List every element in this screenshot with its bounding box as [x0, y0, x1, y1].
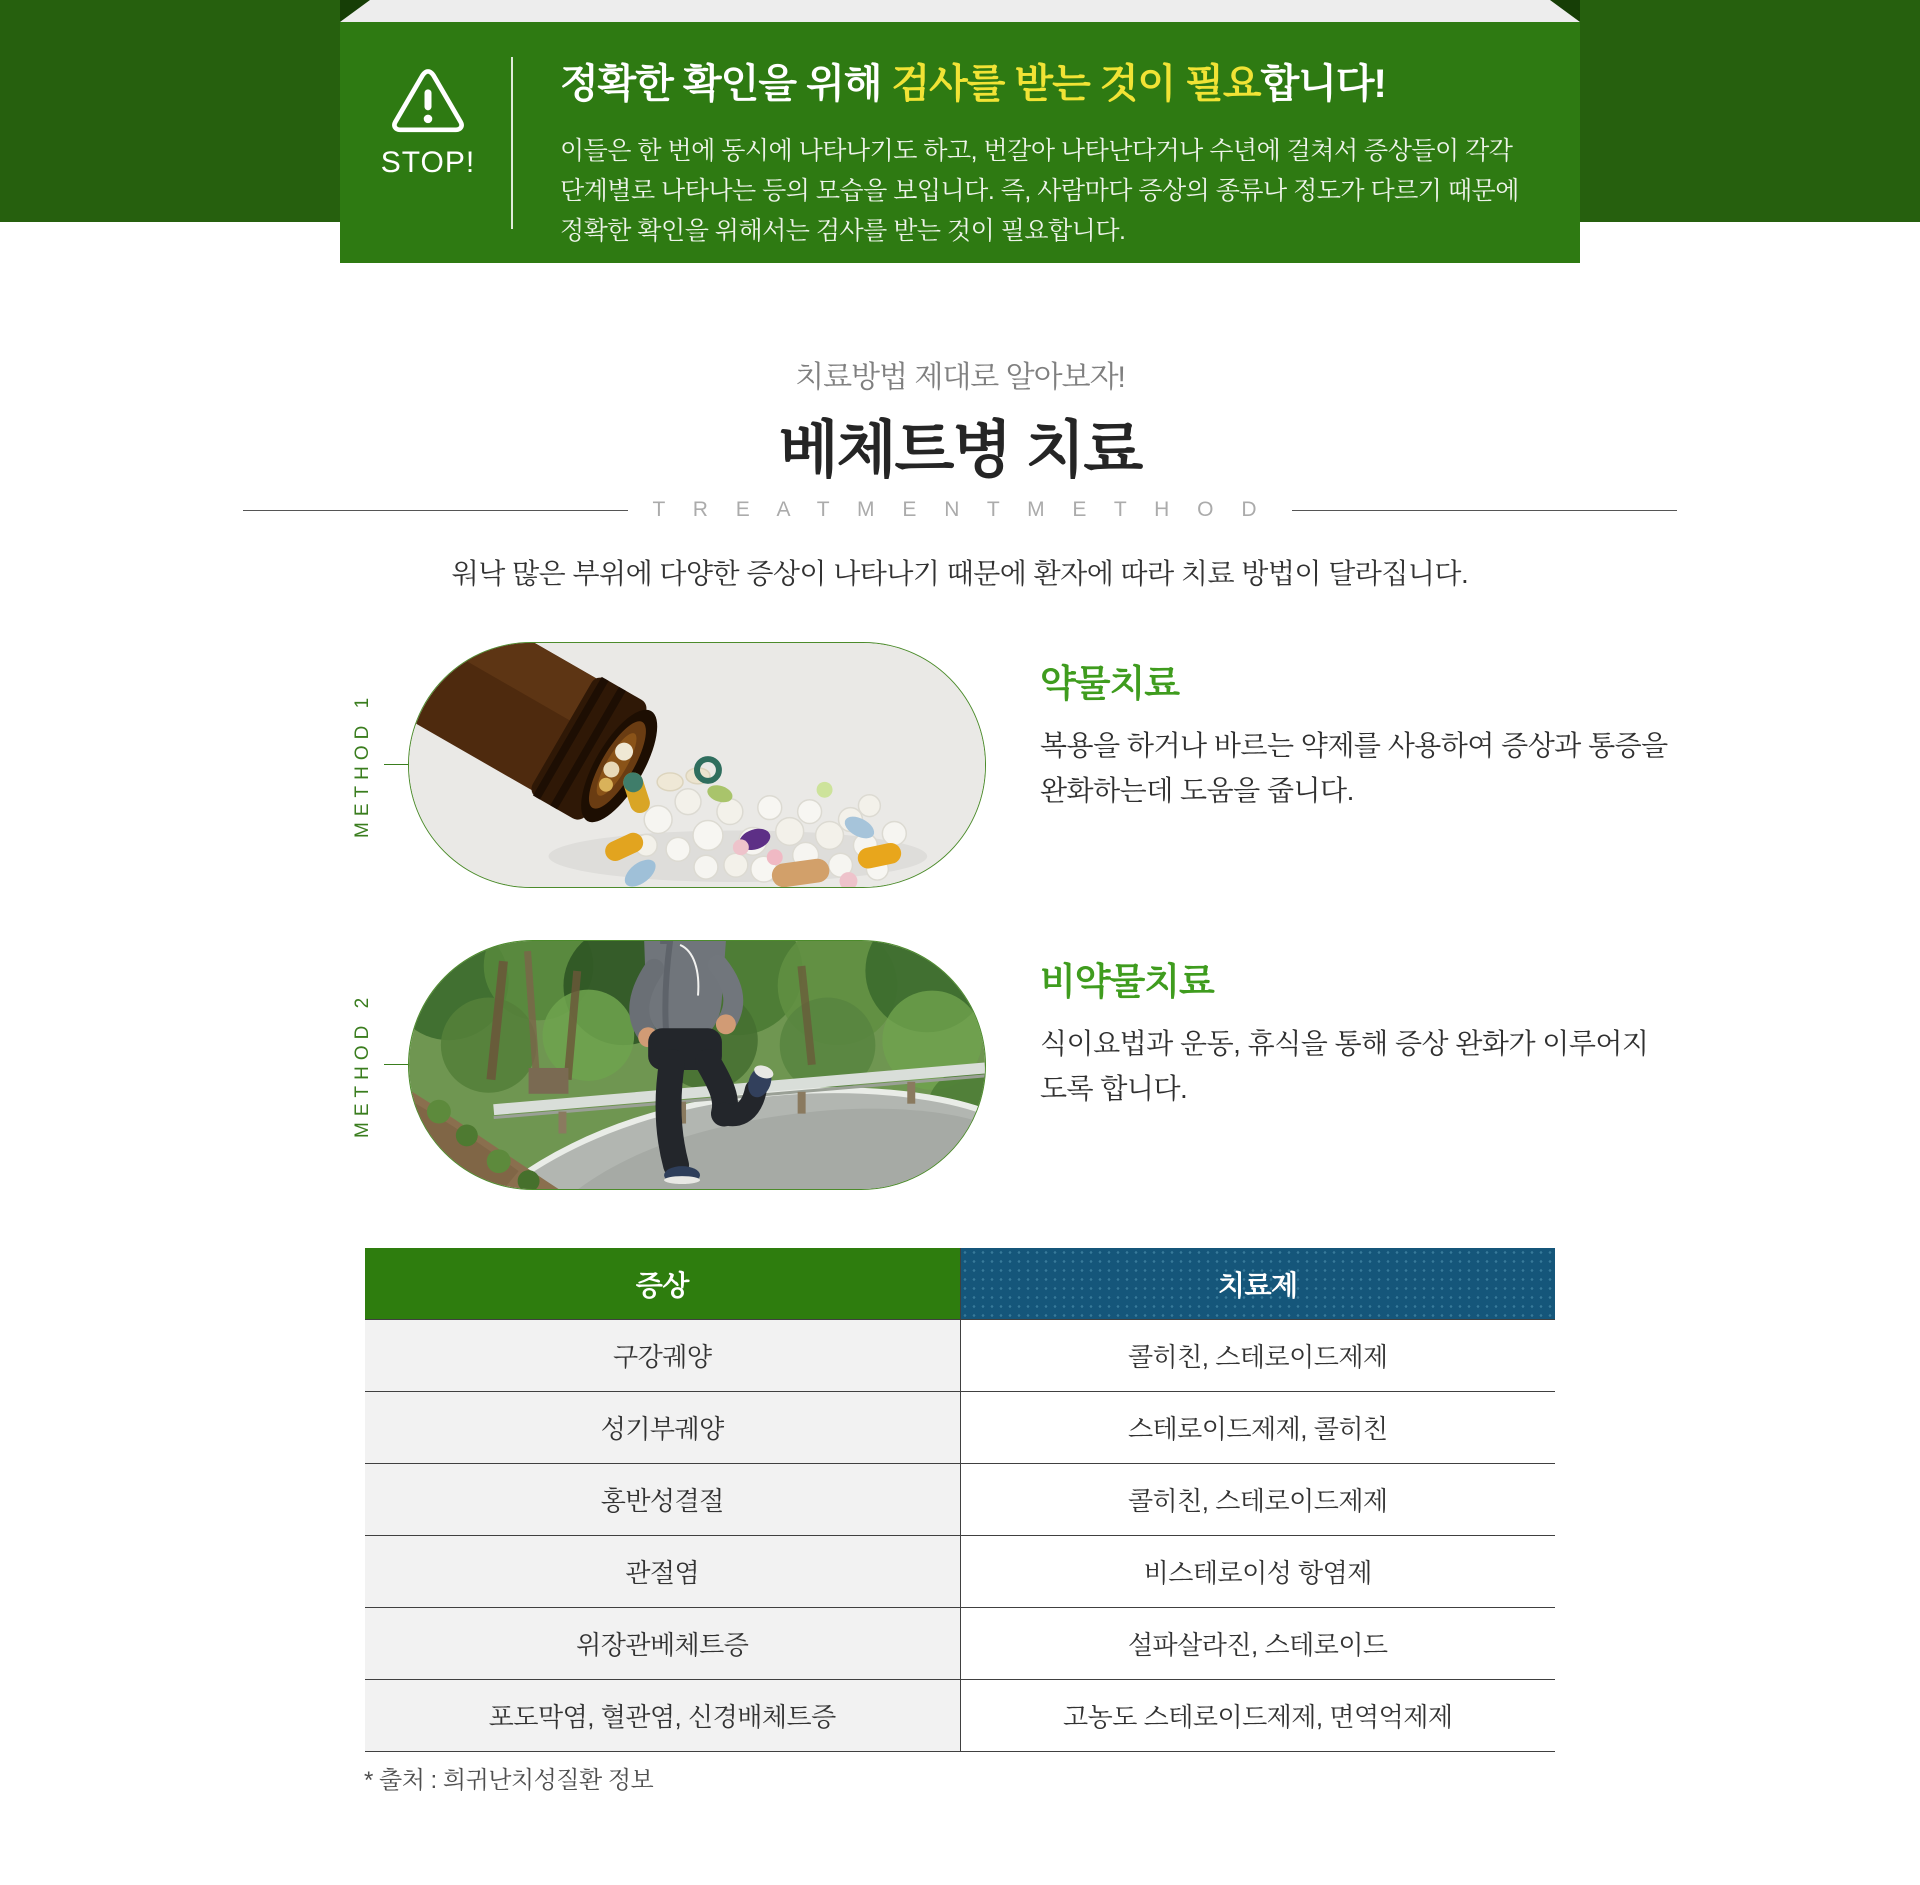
section-subtitle: 치료방법 제대로 알아보자!: [795, 361, 1125, 394]
table-row: [365, 1464, 1555, 1536]
method-2-title: 비약물치료: [1040, 961, 1214, 1002]
table-row: [365, 1392, 1555, 1464]
table-header-symptom: 증상: [365, 1248, 960, 1320]
symptom-cell: 포도막염, 혈관염, 신경배체트증: [365, 1680, 960, 1752]
runner-illustration: [409, 941, 985, 1189]
runner-image: [408, 940, 986, 1190]
symptom-cell: 홍반성결절: [365, 1464, 960, 1536]
banner-heading-highlight: 검사를 받는 것이 필요: [891, 62, 1261, 106]
table-row: [365, 1320, 1555, 1392]
banner-heading-pre: 정확한 확인을 위해: [560, 62, 892, 106]
symptom-cell: 관절염: [365, 1536, 960, 1608]
treatment-cell: 콜히친, 스테로이드제제: [960, 1464, 1555, 1536]
warning-banner: [340, 22, 1580, 263]
exclamation-triangle-icon: [389, 66, 467, 136]
banner-heading: [560, 52, 1570, 109]
method-1-body: [1040, 723, 1668, 813]
stop-badge: [378, 66, 478, 180]
table-row: [365, 1680, 1555, 1752]
method-1-text: [1040, 653, 1668, 813]
divider-label: T R E A T M E N T M E T H O D: [652, 498, 1268, 521]
method-1-body-line: 복용을 하거나 바르는 약제를 사용하여 증상과 통증을: [1040, 730, 1668, 761]
method-2-body: [1040, 1021, 1649, 1111]
ribbon-tail-left: [0, 0, 340, 222]
method-2-body-line: 식이요법과 운동, 휴식을 통해 증상 완화가 이루어지: [1040, 1028, 1649, 1059]
treatment-cell: 스테로이드제제, 콜히친: [960, 1392, 1555, 1464]
table-header-row: [365, 1248, 1555, 1320]
treatment-cell: 고농도 스테로이드제제, 면역억제제: [960, 1680, 1555, 1752]
symptom-cell: 구강궤양: [365, 1320, 960, 1392]
treatment-cell: 비스테로이성 항염제: [960, 1536, 1555, 1608]
ribbon-back-strip: [340, 0, 1580, 22]
divider-line-left: [243, 510, 628, 511]
method-1-body-line: 완화하는데 도움을 줍니다.: [1040, 775, 1354, 806]
banner-body-line: 단계별로 나타나는 등의 모습을 보입니다. 즉, 사람마다 증상의 종류나 정도가 다르기 때문에: [560, 177, 1519, 205]
banner-body-line: 정확한 확인을 위해서는 검사를 받는 것이 필요합니다.: [560, 217, 1126, 245]
section-divider: [0, 498, 1920, 522]
table-row: [365, 1608, 1555, 1680]
symptom-cell: 위장관베체트증: [365, 1608, 960, 1680]
method-2-label: METHOD 2: [352, 991, 373, 1139]
method-2-text: [1040, 951, 1649, 1111]
table-row: [365, 1536, 1555, 1608]
method-1-title: 약물치료: [1040, 663, 1179, 704]
banner-body-line: 이들은 한 번에 동시에 나타나기도 하고, 번갈아 나타난다거나 수년에 걸쳐서 증상들이 각각: [560, 137, 1513, 165]
section-intro: 워낙 많은 부위에 다양한 증상이 나타나기 때문에 환자에 따라 치료 방법이 달라집니다.: [451, 558, 1469, 589]
banner-body: [560, 131, 1570, 251]
treatment-cell: 설파살라진, 스테로이드: [960, 1608, 1555, 1680]
banner-heading-post: 합니다!: [1260, 62, 1386, 106]
section-title: 베체트병 치료: [778, 416, 1142, 485]
divider-line-right: [1292, 510, 1677, 511]
symptom-cell: 성기부궤양: [365, 1392, 960, 1464]
banner-text: [560, 52, 1570, 251]
banner-divider-line: [511, 57, 513, 229]
method-2-body-line: 도록 합니다.: [1040, 1073, 1188, 1104]
table-header-treatment: 치료제: [960, 1248, 1555, 1320]
method-1-label: METHOD 1: [352, 691, 373, 839]
treatment-table: [365, 1248, 1555, 1752]
pills-image: [408, 642, 986, 888]
ribbon-tail-right: [1580, 0, 1920, 222]
stop-label: STOP!: [380, 146, 476, 179]
treatment-cell: 콜히친, 스테로이드제제: [960, 1320, 1555, 1392]
source-note: * 출처 : 희귀난치성질환 정보: [364, 1767, 654, 1794]
pills-illustration: [409, 643, 985, 887]
